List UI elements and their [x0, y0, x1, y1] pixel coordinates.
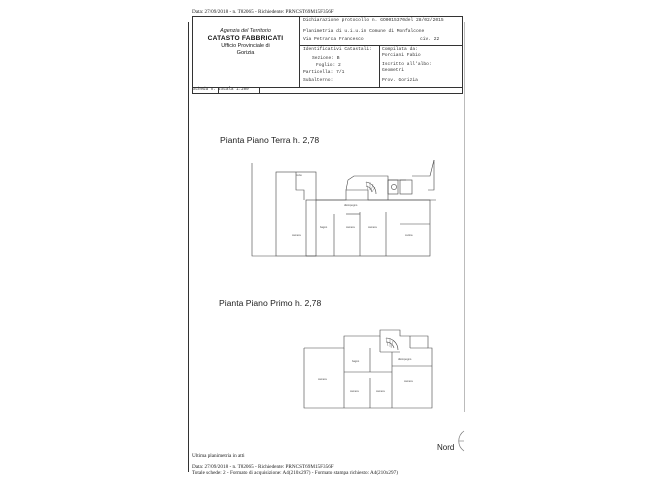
plan-title: Planimetria di u.i.u.in Comune di Monfalcone — [303, 29, 425, 34]
ground-label-camera-3: camera — [368, 226, 377, 229]
cadastral-particella: Particella: 7/1 — [303, 70, 345, 75]
ground-floor-plan — [240, 160, 440, 270]
scheda-number: Scheda n. 2 — [193, 88, 221, 92]
registry-value: Geometri — [382, 68, 405, 73]
ground-label-camera-2: camera — [346, 226, 355, 229]
first-label-bagno: bagno — [352, 360, 360, 363]
declaration-protocol: Dichiarazione protocollo n. GO0015370del 28/02/2015 — [303, 18, 444, 23]
first-label-camera-3: camera — [376, 390, 385, 393]
page-right-border — [464, 22, 465, 412]
top-meta-text: Data: 27/09/2018 - n. T82065 - Richiedente: PRNCST69M15F356F — [192, 9, 334, 15]
civic-number: civ. 22 — [420, 37, 440, 42]
agency-logo — [192, 24, 299, 56]
cadastral-heading: Identificativi Catastali: — [303, 47, 372, 52]
compiler-province: Prov. Gorizia — [382, 78, 418, 83]
footer-meta-1: Data: 27/09/2018 - n. T82065 - Richiedente: PRNCST69M15F356F — [192, 464, 334, 470]
first-label-disimpegno: disimpegno — [398, 358, 412, 361]
north-arrow-icon — [456, 430, 466, 452]
first-label-camera-1: camera — [318, 378, 327, 381]
footer-note: Ultima planimetria in atti — [192, 453, 245, 459]
catasto-fabbricati: CATASTO FABBRICATI — [207, 35, 284, 42]
floor-title-first: Pianta Piano Primo h. 2,78 — [219, 298, 322, 308]
compiler-heading: Compilata da: — [382, 47, 418, 52]
ufficio-provinciale: Ufficio Provinciale di — [221, 43, 270, 49]
north-label: Nord — [437, 443, 455, 452]
ground-label-bagno: bagno — [320, 226, 328, 229]
cadastral-foglio: Foglio: 2 — [316, 63, 341, 68]
page-left-border — [188, 22, 189, 472]
scale-label: Scala 1:200 — [221, 88, 249, 92]
ground-label-disimpegno: disimpegno — [344, 204, 358, 207]
ground-label-cucina: cucina — [405, 234, 413, 237]
first-floor-plan — [300, 322, 440, 414]
footer-meta-2: Totale schede: 2 - Formato di acquisizione: A4(210x297) - Formato stampa richiesto: A4(210x297) — [192, 470, 398, 476]
ground-label-camera-1: camera — [292, 234, 301, 237]
cadastral-subalterno: Subalterno: — [303, 78, 334, 83]
registry-label: Iscritto all'albo: — [382, 62, 432, 67]
ground-label-corte: corte — [296, 174, 302, 177]
agency-name: Agenzia del Territorio — [220, 28, 271, 34]
floor-title-ground: Pianta Piano Terra h. 2,78 — [220, 135, 320, 145]
cadastral-sezione: Sezione: B — [312, 56, 340, 61]
first-label-camera-4: camera — [404, 380, 413, 383]
compiler-name: Porciani Fabio — [382, 53, 421, 58]
ufficio-city: Gorizia — [236, 50, 255, 56]
address: Via Petrarca Francesco — [303, 37, 364, 42]
first-label-camera-2: camera — [350, 390, 359, 393]
